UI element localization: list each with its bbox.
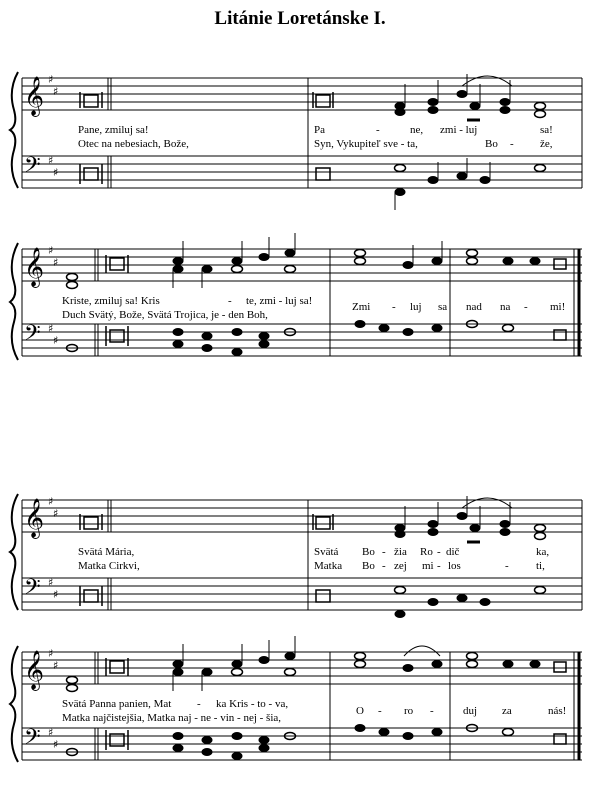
lyric-syllable: ti, xyxy=(536,560,545,572)
key-signature-sharps-bass: ♯ xyxy=(53,334,59,347)
lyric-syllable: - xyxy=(524,301,528,313)
key-signature-sharps: ♯ xyxy=(53,659,59,672)
system-4 xyxy=(10,636,582,762)
lyric-syllable: žia xyxy=(394,546,407,558)
lyric-syllable: na xyxy=(500,301,511,313)
lyric-syllable: zmi - luj xyxy=(440,124,478,136)
bass-staff xyxy=(22,156,582,188)
key-signature-sharps-bass: ♯ xyxy=(53,166,59,179)
lyric-syllable: nás! xyxy=(548,705,567,717)
lyric-line: ka Kris - to - va, xyxy=(216,698,289,710)
key-signature-sharps-bass: ♯ xyxy=(53,738,59,751)
lyric-syllable: že, xyxy=(540,138,553,150)
treble-clef-icon: 𝄞 xyxy=(24,247,45,287)
bass-clef-icon: 𝄢 xyxy=(24,725,41,755)
key-signature-sharps-bass: ♯ xyxy=(48,726,54,739)
lyric-line: Matka Cirkvi, xyxy=(78,560,140,572)
lyric-syllable: dič xyxy=(446,546,460,558)
lyric-syllable: mi! xyxy=(550,301,566,313)
system-brace xyxy=(10,646,18,762)
treble-clef-icon: 𝄞 xyxy=(24,650,45,690)
lyric-syllable: - xyxy=(430,705,434,717)
key-signature-sharps: ♯ xyxy=(53,507,59,520)
lyric-line: Duch Svätý, Bože, Svätá Trojica, je - den Boh, xyxy=(62,309,268,321)
system-2 xyxy=(10,233,582,360)
system-brace xyxy=(10,72,18,188)
lyric-syllable: sa xyxy=(438,301,448,313)
lyric-syllable: ka, xyxy=(536,546,550,558)
lyric-syllable: Matka xyxy=(314,560,343,572)
lyric-syllable: - xyxy=(382,560,386,572)
lyric-syllable: - xyxy=(437,546,441,558)
key-signature-sharps: ♯ xyxy=(48,495,54,508)
key-signature-sharps-bass: ♯ xyxy=(48,576,54,589)
system-3 xyxy=(10,494,582,618)
lyric-syllable: - xyxy=(382,546,386,558)
system-1 xyxy=(10,72,582,210)
lyric-line: Svätá Panna panien, Mat xyxy=(62,698,172,710)
lyric-syllable: - xyxy=(378,705,382,717)
lyric-line: Matka najčistejšia, Matka naj - ne - vin - nej - šia, xyxy=(62,712,282,724)
bass-clef-icon: 𝄢 xyxy=(24,575,41,605)
treble-clef-icon: 𝄞 xyxy=(24,76,45,116)
lyric-syllable: Svätá xyxy=(314,546,339,558)
lyric-line: Otec na nebesiach, Bože, xyxy=(78,138,189,150)
lyric-syllable: duj xyxy=(463,705,478,717)
lyric-syllable: ne, xyxy=(410,124,424,136)
lyric-syllable: Syn, Vykupiteľ sve - ta, xyxy=(314,138,418,150)
lyric-syllable: - xyxy=(392,301,396,313)
key-signature-sharps-bass: ♯ xyxy=(48,322,54,335)
key-signature-sharps: ♯ xyxy=(48,244,54,257)
lyric-syllable: Ro xyxy=(420,546,433,558)
lyric-syllable: mi xyxy=(422,560,434,572)
system-brace xyxy=(10,243,18,360)
key-signature-sharps: ♯ xyxy=(53,85,59,98)
bass-clef-icon: 𝄢 xyxy=(24,321,41,351)
lyric-line: Pane, zmiluj sa! xyxy=(78,124,149,136)
lyric-line: - xyxy=(197,698,201,710)
lyric-syllable: los xyxy=(448,560,461,572)
key-signature-sharps-bass: ♯ xyxy=(48,154,54,167)
lyric-syllable: nad xyxy=(466,301,482,313)
key-signature-sharps-bass: ♯ xyxy=(53,588,59,601)
lyric-line: te, zmi - luj sa! xyxy=(246,295,313,307)
lyric-syllable: Bo xyxy=(362,560,375,572)
lyric-line: - xyxy=(228,295,232,307)
lyric-syllable: Bo xyxy=(485,138,498,150)
treble-staff xyxy=(22,78,582,110)
page-title: Litánie Loretánske I. xyxy=(214,8,386,29)
lyric-syllable: sa! xyxy=(540,124,553,136)
bass-clef-icon: 𝄢 xyxy=(24,153,41,183)
lyric-syllable: - xyxy=(505,560,509,572)
lyric-syllable: - xyxy=(376,124,380,136)
system-brace xyxy=(10,494,18,610)
lyric-syllable: Bo xyxy=(362,546,375,558)
lyric-line: Kriste, zmiluj sa! Kris xyxy=(62,295,160,307)
lyric-syllable: - xyxy=(510,138,514,150)
bass-staff xyxy=(22,578,582,610)
lyric-syllable: O xyxy=(356,705,364,717)
treble-staff xyxy=(22,500,582,532)
lyric-line: Svätá Mária, xyxy=(78,546,135,558)
lyric-syllable: za xyxy=(502,705,512,717)
lyric-syllable: ro xyxy=(404,705,414,717)
lyric-syllable: - xyxy=(437,560,441,572)
treble-clef-icon: 𝄞 xyxy=(24,498,45,538)
lyric-syllable: zej xyxy=(394,560,407,572)
key-signature-sharps: ♯ xyxy=(53,256,59,269)
lyric-syllable: luj xyxy=(410,301,422,313)
lyric-syllable: Pa xyxy=(314,124,325,136)
lyric-syllable: Zmi xyxy=(352,301,371,313)
key-signature-sharps: ♯ xyxy=(48,73,54,86)
key-signature-sharps: ♯ xyxy=(48,647,54,660)
